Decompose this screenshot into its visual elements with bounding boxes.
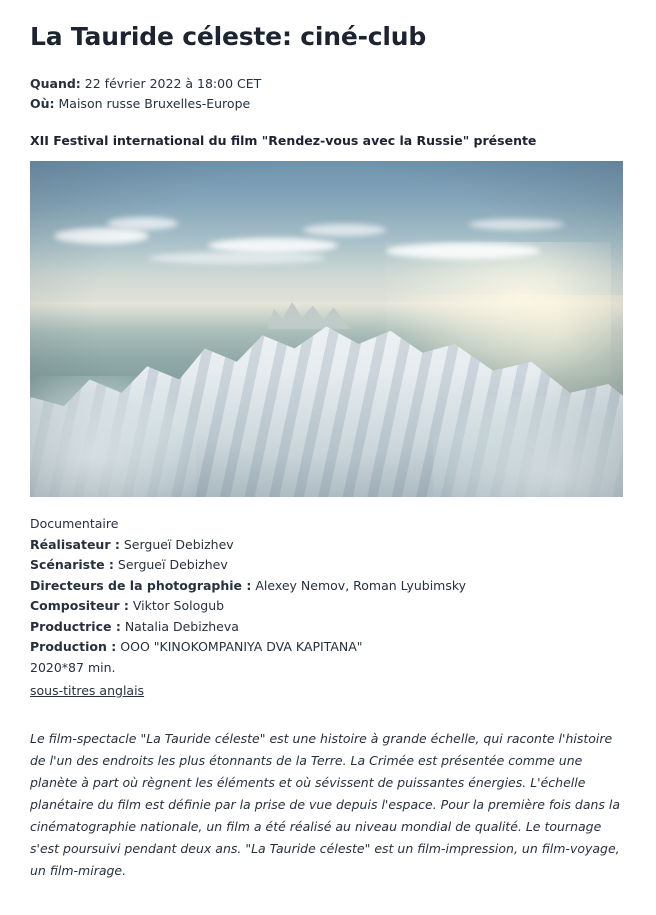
credit-row — [30, 576, 626, 597]
credit-row — [30, 555, 626, 576]
credit-key: Directeurs de la photographie : — [30, 577, 252, 593]
credit-runtime: 2020*87 min. — [30, 659, 116, 675]
image-vignette — [30, 161, 623, 497]
subtitles-link[interactable]: sous-titres anglais — [30, 683, 145, 698]
credit-row — [30, 637, 626, 658]
when-label: Quand: — [30, 76, 81, 91]
credit-value: Sergueï Debizhev — [123, 536, 234, 552]
credit-key: Scénariste : — [30, 557, 114, 572]
credit-row — [30, 617, 626, 638]
credit-row — [30, 535, 626, 556]
credit-key: Productrice : — [30, 618, 121, 634]
credit-genre: Documentaire — [30, 516, 119, 531]
page-title: La Tauride céleste: ciné-club — [30, 22, 427, 51]
where-label: Où: — [30, 96, 55, 111]
credit-key: Compositeur : — [30, 598, 129, 613]
event-when — [30, 74, 626, 94]
film-still-artwork — [30, 161, 623, 497]
credit-key: Production : — [30, 639, 117, 654]
credit-value: OOO "KINOKOMPANIYA DVA KAPITANA" — [120, 639, 363, 654]
credit-key: Réalisateur : — [30, 536, 120, 552]
film-credits — [30, 514, 626, 702]
credit-value: Alexey Nemov, Roman Lyubimsky — [255, 577, 467, 593]
where-value: Maison russe Bruxelles-Europe — [58, 96, 251, 111]
credit-value: Viktor Sologub — [132, 598, 225, 613]
credit-value: Sergueï Debizhev — [117, 557, 228, 572]
film-synopsis: Le film-spectacle "La Tauride céleste" est une histoire à grande échelle, qui raconte l'histoire de l'un des endroits les plus étonnants de la Terre. La Crimée est présentée comme une planète à part où règnent les éléments et où sévissent de puissantes énergies. L'échelle planétaire du film est définie par la prise de vue depuis l'espace. Pour la première fois dans la cinématographie nationale, un film a été réalisé au niveau mondial de qualité. Le tournage s'est poursuivi pendant deux ans. "La Tauride céleste" est un film-impression, un film-voyage, un film-mirage. — [30, 730, 621, 878]
event-where — [30, 94, 626, 114]
festival-presenter: XII Festival international du film "Rendez-vous avec la Russie" présente — [30, 133, 537, 148]
when-value: 22 février 2022 à 18:00 CET — [84, 76, 262, 91]
film-still-image — [30, 161, 623, 497]
credit-row — [30, 596, 626, 617]
credit-value: Natalia Debizheva — [124, 618, 239, 634]
